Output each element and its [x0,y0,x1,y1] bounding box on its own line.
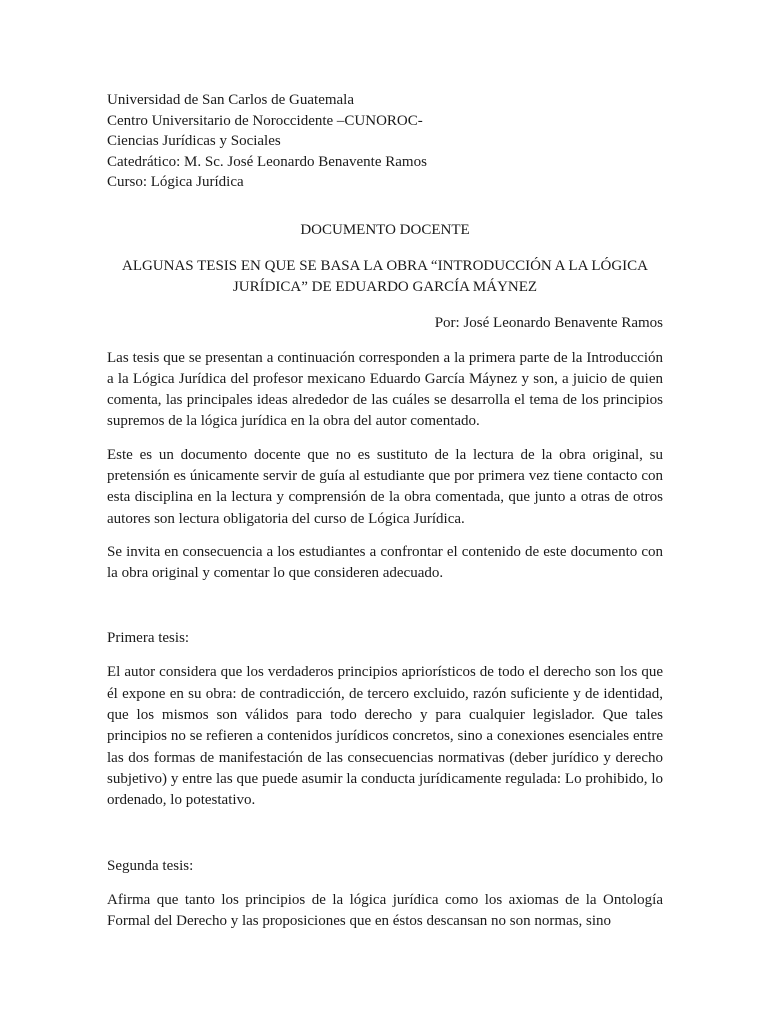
institution-header [107,90,663,193]
section-heading: Segunda tesis: [107,857,194,874]
section-heading: Primera tesis: [107,630,190,647]
document-type: DOCUMENTO DOCENTE [300,221,470,238]
faculty-name: Ciencias Jurídicas y Sociales [107,133,281,149]
campus-name: Centro Universitario de Noroccidente –CUNOROC- [107,112,423,129]
section-paragraph: El autor considera que los verdaderos principios apriorísticos de todo el derecho son los que él expone en su obra: de contradicción, de tercero excluido, razón suficiente y de identidad, que los mismos son válidos para todo derecho y para cualquier legislador. Que tales principios no se refieren a contenidos jurídicos concretos, sino a conexiones esenciales entre las dos formas de manifestación de las consecuencias normativas (deber jurídico y derecho subjetivo) y entre las que puede asumir la conducta jurídicamente regulada: Lo prohibido, lo ordenado, lo potestativo. [107,664,663,809]
section-paragraph: Afirma que tanto los principios de la lógica jurídica como los axiomas de la Ontología Formal del Derecho y las proposiciones que en éstos descansan no son normas, sino [107,891,663,929]
document-page [107,90,663,932]
intro-paragraph: Las tesis que se presentan a continuación corresponden a la primera parte de la Introducción a la Lógica Jurídica del profesor mexicano Eduardo García Máynez y son, a juicio de quien comenta, las principales ideas alrededor de las cuáles se desarrolla el tema de los principios supremos de la lógica jurídica en la obra del autor comentado. [107,349,663,430]
professor-line: Catedrático: M. Sc. José Leonardo Benavente Ramos [107,153,427,170]
introduction [107,348,663,585]
intro-paragraph: Se invita en consecuencia a los estudiantes a confrontar el contenido de este documento con la obra original y comentar lo que consideren adecuado. [107,543,663,582]
thesis-section [107,856,663,933]
intro-paragraph: Este es un documento docente que no es sustituto de la lectura de la obra original, su pretensión es únicamente servir de guía al estudiante que por primera vez tiene contacto con esta disciplina en la lectura y comprensión de la obra comentada, que junto a otras de otros autores son lectura obligatoria del curso de Lógica Jurídica. [107,446,663,527]
course-line: Curso: Lógica Jurídica [107,174,244,190]
document-author: Por: José Leonardo Benavente Ramos [434,314,663,331]
university-name: Universidad de San Carlos de Guatemala [107,92,355,108]
thesis-section [107,628,663,811]
document-title: ALGUNAS TESIS EN QUE SE BASA LA OBRA “INTRODUCCIÓN A LA LÓGICA JURÍDICA” DE EDUARDO GARCÍA MÁYNEZ [121,257,648,295]
